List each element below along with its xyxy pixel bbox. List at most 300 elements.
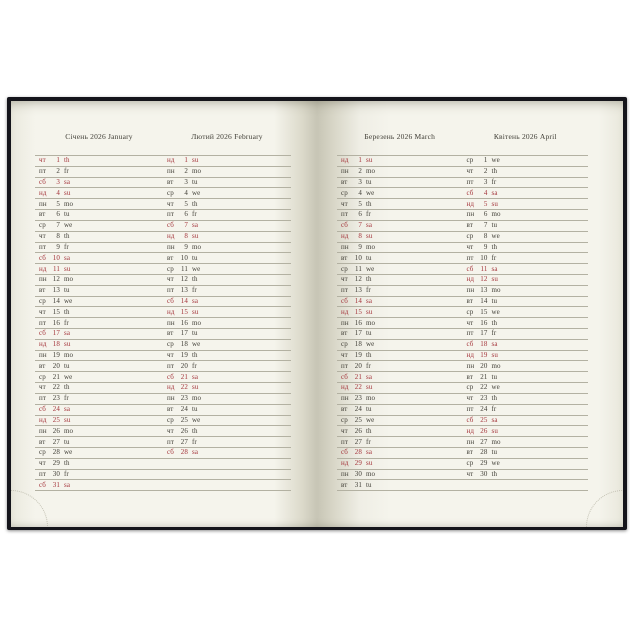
day-number: 7: [358, 221, 362, 230]
day-abbrev-ua: пт: [39, 242, 47, 251]
day-cell: [163, 459, 291, 469]
day-number: 9: [358, 242, 362, 251]
day-abbrev-en: tu: [192, 405, 198, 414]
day-row: [337, 209, 588, 220]
day-abbrev-ua: чт: [167, 199, 174, 208]
day-number: 17: [354, 329, 362, 338]
day-number: 1: [56, 156, 60, 165]
day-abbrev-en: sa: [491, 188, 498, 197]
day-number: 23: [354, 394, 362, 403]
day-row: [337, 447, 588, 458]
day-row: [337, 371, 588, 382]
day-abbrev-ua: пн: [341, 394, 349, 403]
day-cell: [35, 340, 163, 350]
day-row: [35, 447, 291, 458]
day-cell: [463, 199, 589, 209]
day-row: [337, 155, 588, 166]
day-number: 24: [52, 405, 60, 414]
day-number: 6: [56, 210, 60, 219]
day-number: 28: [52, 448, 60, 457]
day-number: 13: [180, 286, 188, 295]
day-row: [35, 350, 291, 361]
day-cell: [35, 416, 163, 426]
day-cell: [35, 243, 163, 253]
day-number: 25: [480, 415, 488, 424]
day-abbrev-en: tu: [366, 178, 372, 187]
day-cell: [163, 448, 291, 458]
day-row: [35, 177, 291, 188]
day-abbrev-en: th: [192, 351, 198, 360]
day-row: [35, 242, 291, 253]
day-abbrev-en: we: [64, 448, 73, 457]
day-row: [337, 263, 588, 274]
day-cell: [463, 383, 589, 393]
day-abbrev-ua: вт: [341, 405, 348, 414]
day-number: 6: [184, 210, 188, 219]
day-abbrev-en: tu: [491, 296, 498, 305]
day-abbrev-ua: сб: [167, 221, 174, 230]
day-abbrev-en: mo: [192, 318, 202, 327]
day-number: 19: [180, 351, 188, 360]
day-abbrev-en: tu: [64, 437, 70, 446]
day-cell: [337, 426, 463, 436]
day-number: 23: [180, 394, 188, 403]
day-abbrev-en: fr: [366, 437, 371, 446]
day-abbrev-en: fr: [491, 253, 497, 262]
day-cell: [35, 297, 163, 307]
day-abbrev-en: mo: [64, 351, 74, 360]
day-number: 7: [184, 221, 188, 230]
day-row: [35, 393, 291, 404]
day-number: 11: [181, 264, 188, 273]
day-abbrev-ua: нд: [466, 199, 475, 208]
day-number: 2: [184, 167, 188, 176]
day-abbrev-ua: пн: [39, 199, 47, 208]
day-cell: [163, 426, 291, 436]
day-abbrev-ua: нд: [167, 156, 175, 165]
day-row: [35, 382, 291, 393]
day-abbrev-en: fr: [491, 329, 497, 338]
day-abbrev-en: mo: [366, 318, 376, 327]
day-number: 27: [180, 437, 188, 446]
day-abbrev-en: we: [491, 383, 500, 392]
day-cell: [463, 167, 589, 177]
day-abbrev-en: mo: [366, 469, 376, 478]
day-abbrev-ua: вт: [167, 329, 174, 338]
day-abbrev-ua: вт: [39, 210, 46, 219]
day-abbrev-en: sa: [192, 221, 199, 230]
day-cell: [35, 372, 163, 382]
day-cell: [35, 405, 163, 415]
month-title-april: Квітень 2026 April: [493, 132, 557, 141]
day-abbrev-en: we: [64, 372, 73, 381]
day-abbrev-en: su: [491, 426, 498, 435]
day-abbrev-ua: вт: [466, 296, 473, 305]
day-row: [35, 415, 291, 426]
day-number: 13: [354, 286, 362, 295]
day-number: 22: [52, 383, 60, 392]
day-abbrev-en: fr: [192, 210, 197, 219]
day-abbrev-ua: сб: [341, 372, 348, 381]
day-row: [337, 296, 588, 307]
day-number: 14: [480, 296, 488, 305]
day-cell: [35, 221, 163, 231]
day-number: 10: [354, 253, 362, 262]
day-number: 24: [354, 405, 362, 414]
day-row: [35, 274, 291, 285]
day-abbrev-en: fr: [366, 361, 371, 370]
left-page: [35, 101, 291, 527]
day-row: [35, 285, 291, 296]
day-row: [35, 404, 291, 415]
day-abbrev-en: th: [491, 318, 498, 327]
day-abbrev-en: we: [366, 188, 375, 197]
day-number: 4: [184, 188, 188, 197]
day-row: [35, 425, 291, 436]
day-abbrev-ua: нд: [39, 264, 47, 273]
day-abbrev-ua: сб: [167, 296, 174, 305]
day-abbrev-en: sa: [192, 448, 199, 457]
day-abbrev-ua: вт: [341, 178, 348, 187]
day-cell: [337, 297, 463, 307]
day-abbrev-ua: сб: [167, 448, 174, 457]
day-number: 19: [52, 351, 60, 360]
day-number: 24: [480, 405, 488, 414]
day-number: 28: [180, 448, 188, 457]
day-number: 21: [480, 372, 488, 381]
day-cell: [163, 264, 291, 274]
day-abbrev-ua: сб: [341, 448, 348, 457]
day-abbrev-ua: пн: [466, 361, 475, 370]
day-number: 26: [480, 426, 488, 435]
day-abbrev-en: su: [64, 415, 71, 424]
day-abbrev-en: sa: [192, 296, 199, 305]
day-number: 30: [52, 469, 60, 478]
day-cell: [337, 437, 463, 447]
day-abbrev-en: mo: [192, 242, 202, 251]
day-abbrev-ua: чт: [167, 275, 174, 284]
day-row: [35, 252, 291, 263]
day-number: 3: [483, 178, 488, 187]
day-abbrev-ua: ср: [167, 415, 174, 424]
day-abbrev-ua: пт: [341, 361, 349, 370]
day-abbrev-ua: нд: [466, 426, 475, 435]
day-abbrev-en: su: [192, 383, 199, 392]
day-row: [337, 360, 588, 371]
corner-stitch-arc-right: [586, 490, 623, 527]
day-abbrev-ua: ср: [39, 372, 46, 381]
day-cell: [463, 286, 589, 296]
day-abbrev-en: we: [491, 156, 500, 165]
day-number: 23: [480, 394, 488, 403]
day-abbrev-ua: сб: [466, 264, 474, 273]
day-row: [337, 242, 588, 253]
day-cell: [463, 232, 589, 242]
day-row: [337, 469, 588, 480]
day-row: [337, 382, 588, 393]
day-cell: [337, 372, 463, 382]
day-cell: [163, 232, 291, 242]
day-abbrev-ua: чт: [39, 383, 46, 392]
day-cell: [463, 243, 589, 253]
day-abbrev-en: fr: [64, 469, 69, 478]
day-row: [337, 177, 588, 188]
day-number: 31: [52, 480, 60, 489]
day-number: 4: [483, 188, 488, 197]
day-cell: [337, 243, 463, 253]
day-abbrev-ua: ср: [466, 232, 474, 241]
day-abbrev-en: we: [64, 221, 73, 230]
day-abbrev-ua: пт: [341, 210, 349, 219]
day-abbrev-ua: ср: [466, 156, 474, 165]
day-row: [337, 252, 588, 263]
day-number: 26: [52, 426, 60, 435]
day-number: 25: [354, 415, 362, 424]
day-cell: [337, 329, 463, 339]
day-abbrev-en: tu: [192, 178, 198, 187]
day-abbrev-ua: вт: [39, 286, 46, 295]
day-abbrev-ua: чт: [167, 351, 174, 360]
day-cell: [163, 297, 291, 307]
day-number: 15: [52, 307, 60, 316]
day-abbrev-ua: вт: [466, 221, 473, 230]
day-number: 6: [483, 210, 488, 219]
day-cell: [337, 351, 463, 361]
day-number: 5: [483, 199, 488, 208]
day-row: [35, 198, 291, 209]
day-number: 4: [358, 188, 362, 197]
day-number: 13: [52, 286, 60, 295]
day-number: 13: [480, 286, 488, 295]
day-abbrev-ua: нд: [341, 383, 349, 392]
day-cell: [463, 221, 589, 231]
day-abbrev-en: su: [366, 156, 373, 165]
day-abbrev-en: mo: [491, 286, 501, 295]
day-abbrev-ua: нд: [167, 307, 175, 316]
day-abbrev-ua: нд: [466, 351, 475, 360]
day-cell: [463, 361, 589, 371]
day-abbrev-en: su: [491, 199, 498, 208]
day-cell: [35, 480, 163, 490]
day-abbrev-en: su: [366, 383, 373, 392]
day-abbrev-ua: вт: [341, 329, 348, 338]
day-number: 7: [56, 221, 60, 230]
day-cell: [337, 361, 463, 371]
day-abbrev-en: sa: [366, 296, 373, 305]
day-abbrev-en: su: [366, 307, 373, 316]
day-cell: [463, 405, 589, 415]
day-abbrev-ua: чт: [39, 459, 46, 468]
day-cell: [463, 480, 589, 490]
day-abbrev-ua: вт: [39, 437, 46, 446]
day-number: 23: [52, 394, 60, 403]
day-cell: [35, 253, 163, 263]
day-number: 7: [483, 221, 488, 230]
day-cell: [463, 329, 589, 339]
day-abbrev-ua: ср: [466, 459, 474, 468]
day-abbrev-ua: сб: [39, 405, 46, 414]
day-number: 6: [358, 210, 362, 219]
day-abbrev-ua: ср: [39, 296, 46, 305]
day-number: 20: [52, 361, 60, 370]
day-abbrev-en: we: [491, 459, 500, 468]
day-cell: [163, 253, 291, 263]
day-row: [337, 339, 588, 350]
day-number: 10: [480, 253, 488, 262]
day-cell: [35, 210, 163, 220]
day-cell: [35, 329, 163, 339]
day-cell: [463, 351, 589, 361]
day-row: [35, 187, 291, 198]
day-cell: [163, 318, 291, 328]
day-cell: [337, 405, 463, 415]
day-abbrev-ua: пн: [341, 318, 349, 327]
day-abbrev-en: tu: [64, 286, 70, 295]
day-number: 27: [354, 437, 362, 446]
day-cell: [337, 275, 463, 285]
day-cell: [163, 178, 291, 188]
day-abbrev-en: tu: [491, 448, 498, 457]
day-row: [35, 166, 291, 177]
day-abbrev-ua: пн: [167, 242, 175, 251]
day-abbrev-ua: чт: [341, 426, 348, 435]
day-abbrev-en: th: [64, 232, 70, 241]
day-cell: [163, 437, 291, 447]
day-abbrev-en: th: [64, 459, 70, 468]
day-number: 18: [354, 340, 362, 349]
day-row: [337, 306, 588, 317]
day-abbrev-ua: вт: [167, 253, 174, 262]
day-abbrev-ua: пт: [39, 394, 47, 403]
day-abbrev-ua: нд: [341, 156, 349, 165]
day-abbrev-ua: ср: [39, 448, 46, 457]
day-cell: [163, 394, 291, 404]
day-abbrev-en: th: [491, 167, 498, 176]
day-row: [35, 360, 291, 371]
day-abbrev-ua: пт: [466, 253, 474, 262]
day-row: [337, 198, 588, 209]
day-number: 28: [480, 448, 488, 457]
day-abbrev-ua: чт: [466, 318, 474, 327]
day-abbrev-en: th: [64, 307, 70, 316]
day-abbrev-en: we: [366, 415, 375, 424]
day-cell: [337, 383, 463, 393]
day-abbrev-en: tu: [366, 405, 372, 414]
day-cell: [337, 286, 463, 296]
day-cell: [163, 243, 291, 253]
day-cell: [35, 470, 163, 480]
day-cell: [163, 329, 291, 339]
day-number: 2: [358, 167, 362, 176]
day-number: 27: [480, 437, 488, 446]
day-abbrev-en: tu: [64, 361, 70, 370]
day-number: 5: [358, 199, 362, 208]
day-number: 22: [180, 383, 188, 392]
day-cell: [463, 426, 589, 436]
day-abbrev-en: sa: [366, 372, 373, 381]
day-number: 15: [180, 307, 188, 316]
day-row: [35, 263, 291, 274]
day-abbrev-ua: ср: [167, 264, 174, 273]
day-cell: [163, 372, 291, 382]
day-abbrev-en: we: [192, 340, 201, 349]
day-abbrev-en: we: [192, 415, 201, 424]
day-abbrev-ua: чт: [39, 307, 46, 316]
day-abbrev-en: fr: [192, 361, 197, 370]
day-abbrev-en: tu: [192, 329, 198, 338]
day-cell: [35, 188, 163, 198]
day-abbrev-ua: пн: [466, 286, 475, 295]
day-cell: [463, 372, 589, 382]
day-cell: [337, 253, 463, 263]
day-row: [337, 458, 588, 469]
day-cell: [163, 199, 291, 209]
day-abbrev-ua: ср: [341, 188, 348, 197]
day-cell: [35, 437, 163, 447]
day-abbrev-ua: ср: [341, 264, 348, 273]
day-abbrev-en: th: [64, 383, 70, 392]
day-number: 25: [52, 415, 60, 424]
day-abbrev-en: mo: [491, 437, 501, 446]
day-abbrev-ua: пн: [167, 394, 175, 403]
day-number: 15: [480, 307, 488, 316]
day-abbrev-en: th: [491, 394, 498, 403]
day-abbrev-en: we: [491, 307, 500, 316]
day-abbrev-en: sa: [192, 372, 199, 381]
day-abbrev-ua: пн: [341, 242, 349, 251]
day-abbrev-ua: пн: [39, 351, 47, 360]
day-cell: [35, 307, 163, 317]
day-abbrev-ua: нд: [167, 383, 175, 392]
day-cell: [163, 307, 291, 317]
day-abbrev-ua: нд: [341, 232, 349, 241]
day-abbrev-en: su: [64, 264, 71, 273]
day-cell: [35, 459, 163, 469]
day-abbrev-ua: сб: [39, 253, 46, 262]
day-row: [35, 339, 291, 350]
day-abbrev-en: su: [491, 275, 498, 284]
day-cell: [337, 394, 463, 404]
day-abbrev-ua: чт: [466, 167, 474, 176]
day-number: 5: [184, 199, 188, 208]
day-row: [35, 306, 291, 317]
day-number: 11: [355, 264, 362, 273]
day-number: 26: [354, 426, 362, 435]
day-abbrev-en: sa: [64, 480, 71, 489]
day-number: 19: [354, 351, 362, 360]
day-cell: [463, 275, 589, 285]
day-abbrev-ua: сб: [466, 188, 474, 197]
day-abbrev-ua: ср: [466, 383, 474, 392]
day-abbrev-en: th: [491, 469, 498, 478]
day-abbrev-en: th: [192, 199, 198, 208]
month-titles: [337, 131, 588, 142]
day-abbrev-en: sa: [64, 405, 71, 414]
day-abbrev-ua: чт: [39, 156, 46, 165]
day-number: 9: [184, 242, 188, 251]
day-number: 16: [52, 318, 60, 327]
day-abbrev-ua: ср: [341, 415, 348, 424]
day-abbrev-en: tu: [366, 480, 372, 489]
day-row: [35, 155, 291, 166]
day-cell: [337, 188, 463, 198]
day-cell: [163, 275, 291, 285]
day-cell: [337, 416, 463, 426]
day-number: 30: [480, 469, 488, 478]
day-abbrev-ua: пн: [466, 437, 475, 446]
day-cell: [463, 416, 589, 426]
day-abbrev-ua: пн: [466, 210, 475, 219]
